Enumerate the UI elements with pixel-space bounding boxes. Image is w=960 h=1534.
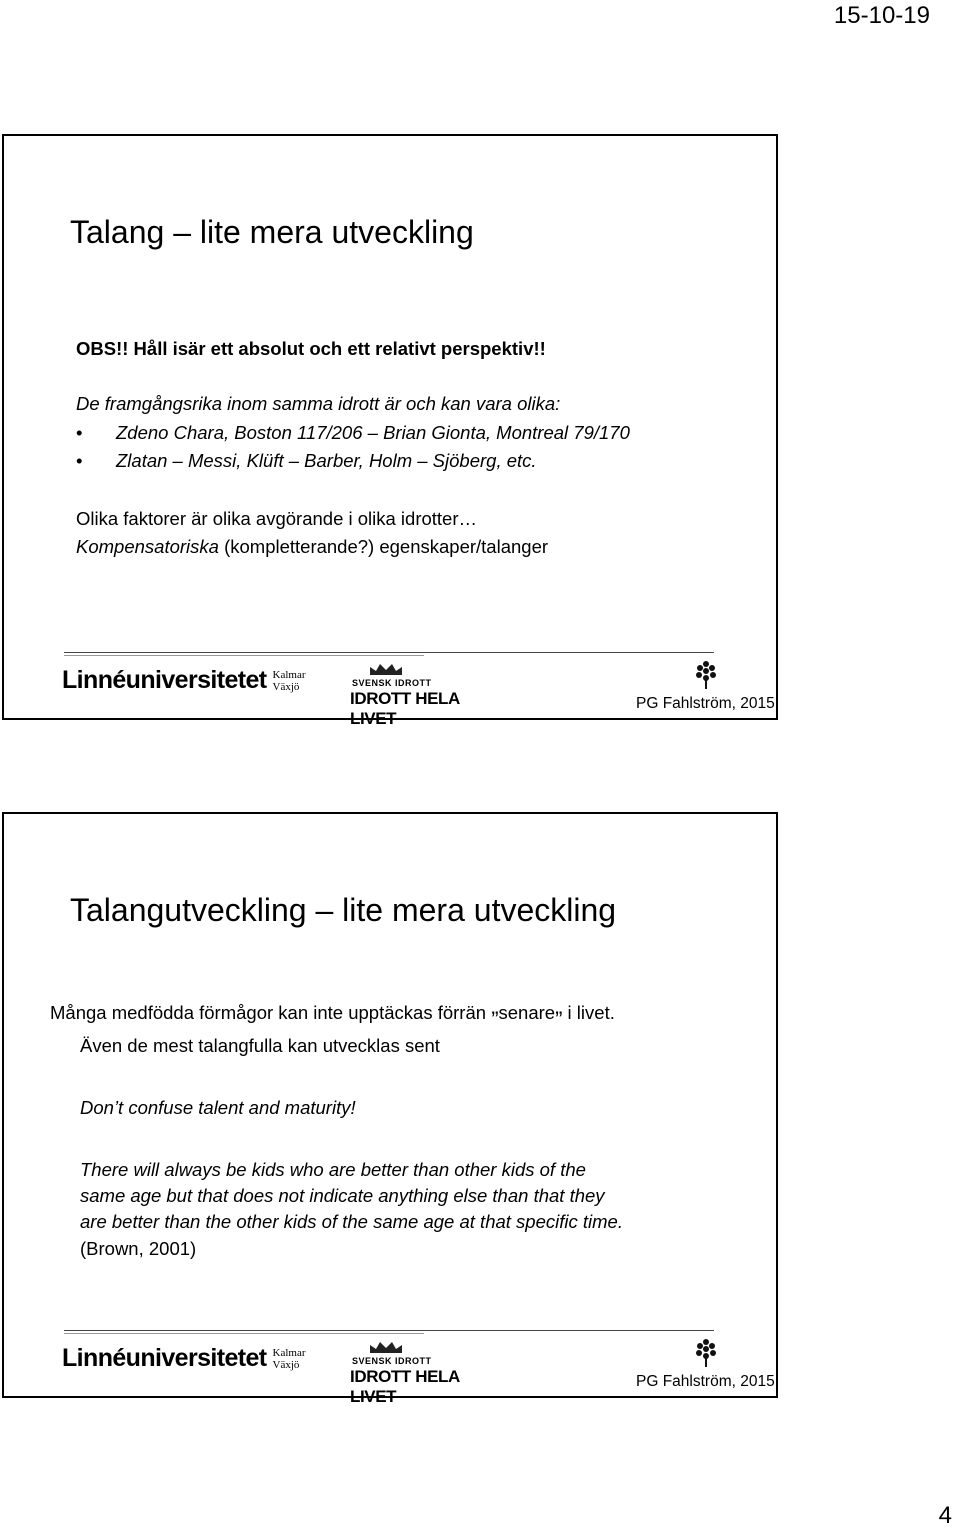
idrott-hela-livet-logo — [350, 1340, 500, 1406]
author-credit: PG Fahlström, 2015 — [636, 1373, 775, 1390]
crown-icon — [366, 1340, 406, 1354]
quote-line: There will always be kids who are better than other kids of the — [80, 1159, 586, 1180]
idrott-hela-livet-logo — [350, 662, 500, 728]
compensatory-rest: (kompletterande?) egenskaper/talanger — [218, 536, 549, 557]
compensatory-text — [76, 536, 548, 558]
slide-title: Talang – lite mera utveckling — [70, 214, 474, 250]
quote-line: are better than the other kids of the same age at that specific time. — [80, 1211, 623, 1232]
intro-text: De framgångsrika inom samma idrott är och kan vara olika: — [76, 393, 561, 414]
slide-2 — [2, 812, 778, 1406]
tree-icon — [694, 660, 718, 690]
sport-org-slogan: IDROTT HELA LIVET — [350, 689, 460, 728]
linnaeus-university-logo — [62, 666, 306, 695]
logo-campus: Kalmar Växjö — [272, 668, 306, 693]
sport-org-small: SVENSK IDROTT — [352, 1356, 432, 1366]
maturity-note: Don’t confuse talent and maturity! — [80, 1097, 356, 1118]
logo-campus: Kalmar Växjö — [272, 1346, 306, 1371]
bullet-marker: • — [76, 450, 83, 471]
quote-line: same age but that does not indicate anything else than that they — [80, 1185, 605, 1206]
late-development-text: Även de mest talangfulla kan utvecklas sent — [80, 1035, 440, 1056]
crown-icon — [366, 662, 406, 676]
linnaeus-university-logo — [62, 1344, 306, 1373]
bullet-item: Zlatan – Messi, Klüft – Barber, Holm – Sjöberg, etc. — [116, 450, 537, 471]
footer-divider — [64, 652, 714, 653]
obs-note: OBS!! Håll isär ett absolut och ett relativt perspektiv!! — [76, 338, 546, 359]
logo-wordmark: Linnéuniversitetet — [62, 1344, 267, 1372]
footer-divider — [64, 1330, 714, 1331]
slide-1 — [2, 134, 778, 728]
logo-wordmark: Linnéuniversitetet — [62, 666, 267, 694]
slide-title: Talangutveckling – lite mera utveckling — [70, 892, 617, 928]
sport-org-slogan: IDROTT HELA LIVET — [350, 1367, 460, 1406]
author-credit: PG Fahlström, 2015 — [636, 695, 775, 712]
innate-abilities-text: Många medfödda förmågor kan inte upptäckas förrän ”senare” i livet. — [50, 1002, 615, 1032]
bullet-marker: • — [76, 422, 83, 443]
sport-org-small: SVENSK IDROTT — [352, 678, 432, 688]
bullet-item: Zdeno Chara, Boston 117/206 – Brian Gionta, Montreal 79/170 — [116, 422, 630, 443]
compensatory-italic: Kompensatoriska — [76, 536, 219, 557]
page-number: 4 — [938, 1502, 952, 1529]
page-date: 15-10-19 — [833, 2, 930, 29]
factors-text: Olika faktorer är olika avgörande i olika idrotter… — [76, 508, 478, 529]
citation: (Brown, 2001) — [80, 1238, 197, 1259]
tree-icon — [694, 1338, 718, 1368]
